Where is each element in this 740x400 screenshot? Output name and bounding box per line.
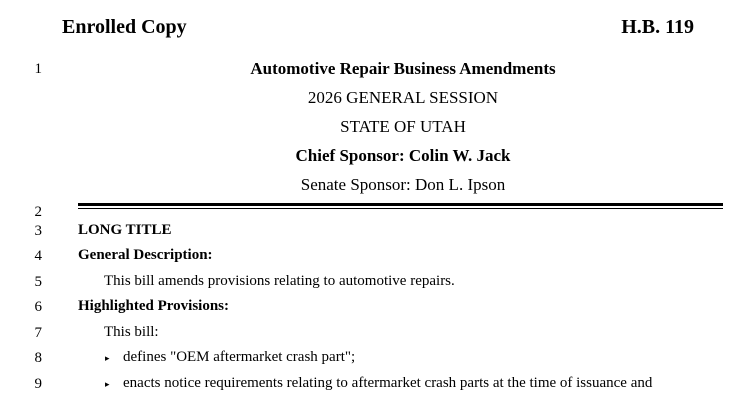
highlighted-provisions-heading: Highlighted Provisions: xyxy=(78,298,229,314)
state: STATE OF UTAH xyxy=(340,117,466,136)
line-number: 5 xyxy=(34,274,42,290)
title-divider-thick xyxy=(78,203,723,206)
provision-item: defines "OEM aftermarket crash part"; xyxy=(123,349,356,365)
line-number: 7 xyxy=(34,325,42,341)
line-number: 2 xyxy=(34,204,42,220)
line-number: 3 xyxy=(34,223,42,239)
chief-sponsor: Chief Sponsor: Colin W. Jack xyxy=(295,146,511,165)
line-number: 9 xyxy=(34,376,42,392)
this-bill-text: This bill: xyxy=(104,324,159,340)
bullet-icon: ▸ xyxy=(105,353,110,363)
document-status: Enrolled Copy xyxy=(62,16,187,38)
provision-item: enacts notice requirements relating to aftermarket crash parts at the time of issuance and xyxy=(123,375,653,391)
bill-title: Automotive Repair Business Amendments xyxy=(250,59,556,78)
long-title-heading: LONG TITLE xyxy=(78,222,172,238)
bullet-icon: ▸ xyxy=(105,379,110,389)
general-description-heading: General Description: xyxy=(78,247,213,263)
line-number: 6 xyxy=(34,299,42,315)
senate-sponsor: Senate Sponsor: Don L. Ipson xyxy=(300,175,506,194)
session: 2026 GENERAL SESSION xyxy=(307,88,499,107)
general-description-text: This bill amends provisions relating to automotive repairs. xyxy=(104,273,455,289)
bill-number: H.B. 119 xyxy=(621,16,694,38)
title-divider-thin xyxy=(78,208,723,209)
line-number: 8 xyxy=(34,350,42,366)
line-number: 4 xyxy=(34,248,42,264)
line-number: 1 xyxy=(34,61,42,77)
